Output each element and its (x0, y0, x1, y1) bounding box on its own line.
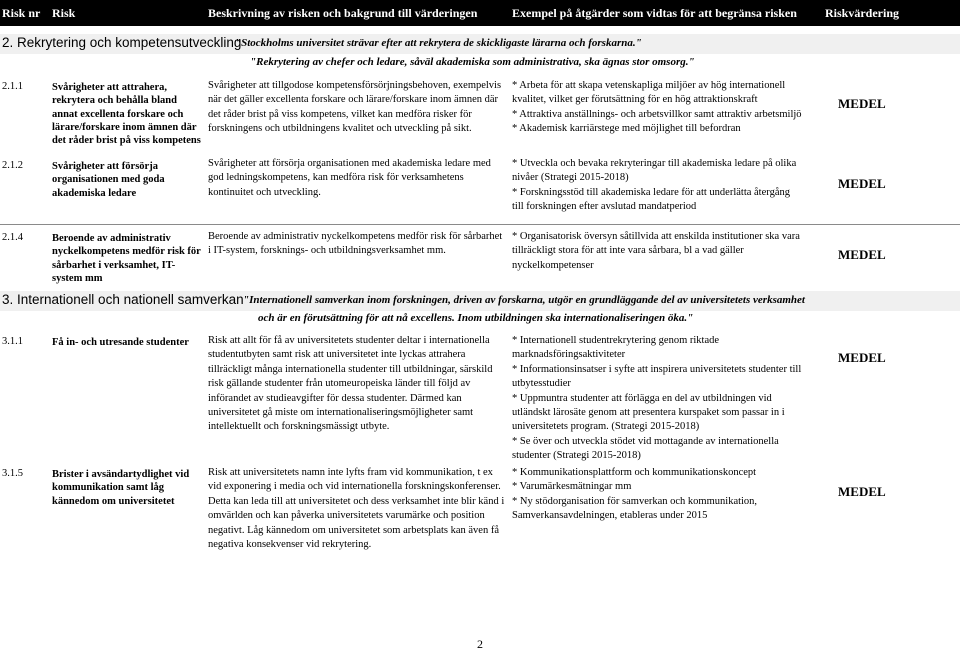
section-3-title: 3. Internationell och nationell samverkan (2, 292, 244, 307)
header-measures: Exempel på åtgärder som vidtas för att begränsa risken (512, 6, 797, 20)
risk-value-badge: MEDEL (838, 484, 886, 499)
risk-number: 3.1.1 (2, 336, 23, 347)
risk-number: 3.1.5 (2, 468, 23, 479)
header-risk-value: Riskvärdering (825, 6, 900, 20)
section-2-quote-2: "Rekrytering av chefer och ledare, såväl akademiska som administrativa, ska ägnas stor omsorg." (250, 56, 695, 68)
risk-measures (512, 157, 804, 215)
measure-item: * Varumärkesmätningar mm (512, 481, 632, 493)
risk-value-badge: MEDEL (838, 96, 886, 111)
measure-item: * Uppmuntra studenter att förlägga en del av utbildningen vid utländskt lärosäte genom att presentera kurspaket som passar in i universitetets program. (Strategi 2015-2018) (512, 392, 785, 433)
risk-description: Risk att allt för få av universitetets studenter deltar i internationella studentutbyten samt risk att universitetet inte lyckas attrahera tillräckligt många internationella studenter till utbildningar, särskild risk gällande studenter från utomeuropeiska länder till följd av införandet av studieavgifter för dessa studenter. Därmed kan universitetet gå miste om internationaliseringsmöjligheter samt intellektuellt och forskningsmässigt utbyte. (208, 335, 493, 433)
measure-item: * Informationsinsatser i syfte att inspirera universitetets studenter till utbytesstudier (512, 363, 802, 390)
risk-title: Brister i avsändartydlighet vid kommunikation samt låg kännedom om universitetet (52, 469, 190, 507)
section-2-quote-1: "Stockholms universitet strävar efter att rekrytera de skickligaste lärarna och forskarna." (235, 37, 642, 49)
section-2-title: 2. Rekrytering och kompetensutveckling (2, 35, 242, 50)
row-divider (0, 224, 960, 225)
risk-number: 2.1.2 (2, 160, 23, 171)
risk-measures (512, 79, 804, 137)
risk-description: Svårigheter att tillgodose kompetensförsörjningsbehoven, exempelvis när det gäller excellenta forskare och lärare/forskare inom ämnen där det råder brist på viss kompetens, vilket kan medföra risker för forskningens och utbildningens kvalitet och utveckling på sikt. (208, 80, 502, 135)
measure-item: * Ny stödorganisation för samverkan och kommunikation, Samverkansavdelningen, etableras under 2015 (512, 495, 758, 522)
table-header (0, 0, 960, 26)
header-description: Beskrivning av risken och bakgrund till värderingen (208, 6, 478, 20)
header-risk: Risk (52, 6, 76, 20)
risk-title: Svårigheter att attrahera, rekrytera och behålla bland annat excellenta forskare och lärare/forskare inom ämnen där det råder brist på viss kompetens (52, 82, 201, 147)
header-risk-nr: Risk nr (2, 6, 41, 20)
section-3-quote-2: och är en förutsättning för att nå excellens. Inom utbildningen ska internationaliseringen öka." (258, 312, 694, 324)
risk-measures (512, 230, 804, 273)
risk-measures (512, 334, 804, 464)
risk-measures (512, 466, 804, 524)
measure-item: * Utveckla och bevaka rekryteringar till akademiska ledare på olika nivåer (Strategi 2015-2018) (512, 158, 797, 184)
measure-item: * Attraktiva anställnings- och arbetsvillkor samt attraktiv arbetsmiljö (512, 108, 802, 120)
risk-title: Få in- och utresande studenter (52, 337, 189, 348)
section-3-quote-1: "Internationell samverkan inom forskningen, driven av forskarna, utgör en grundläggande del av universitetets verksamhet (243, 294, 805, 306)
measure-item: * Arbeta för att skapa vetenskapliga miljöer av hög internationell kvalitet, vilket ger förutsättning för en hög attraktionskraft (512, 80, 786, 106)
risk-number: 2.1.4 (2, 232, 23, 243)
page-number: 2 (477, 637, 483, 651)
risk-description: Svårigheter att försörja organisationen med akademiska ledare med god ledningskompetens, kan medföra risk för verksamhetens kontinuitet och utveckling. (208, 158, 491, 198)
risk-number: 2.1.1 (2, 81, 23, 92)
risk-value-badge: MEDEL (838, 247, 886, 262)
risk-title: Svårigheter att försörja organisationen med goda akademiska ledare (52, 161, 165, 199)
risk-description: Risk att universitetets namn inte lyfts fram vid kommunikation, t ex vid exponering i media och vid internationella forskningskonferenser. Detta kan leda till att universitetet och dess verksamhet inte blir känd i omvärlden och kan påverka universitetets varumärke och position negativt. Låg kännedom om universitetet som arbetsplats kan även få negativa konsekvenser vid rekrytering. (208, 467, 505, 551)
measure-item: * Akademisk karriärstege med möjlighet till befordran (512, 123, 741, 135)
risk-description: Beroende av administrativ nyckelkompetens medför risk för sårbarhet i IT-system, forsknings- och utbildningsverksamhet mm. (208, 231, 503, 257)
measure-item: * Organisatorisk översyn såtillvida att enskilda institutioner ska vara tillräckligt stora för att inte vara sårbara, bl a vad gäller nyckelkompetenser (512, 231, 800, 271)
risk-title: Beroende av administrativ nyckelkompetens medför risk för sårbarhet i verksamhet, IT-system mm (52, 233, 201, 284)
measure-item: * Se över och utveckla stödet vid mottagande av internationella studenter (Strategi 2015-2018) (512, 435, 779, 462)
risk-value-badge: MEDEL (838, 350, 886, 365)
measure-item: * Forskningsstöd till akademiska ledare för att underlätta återgång till forskningen efter avslutad mandatperiod (512, 186, 790, 213)
measure-item: * Kommunikationsplattform och kommunikationskoncept (512, 467, 757, 478)
measure-item: * Internationell studentrekrytering genom riktade marknadsföringsaktiviteter (512, 335, 720, 361)
risk-value-badge: MEDEL (838, 176, 886, 191)
